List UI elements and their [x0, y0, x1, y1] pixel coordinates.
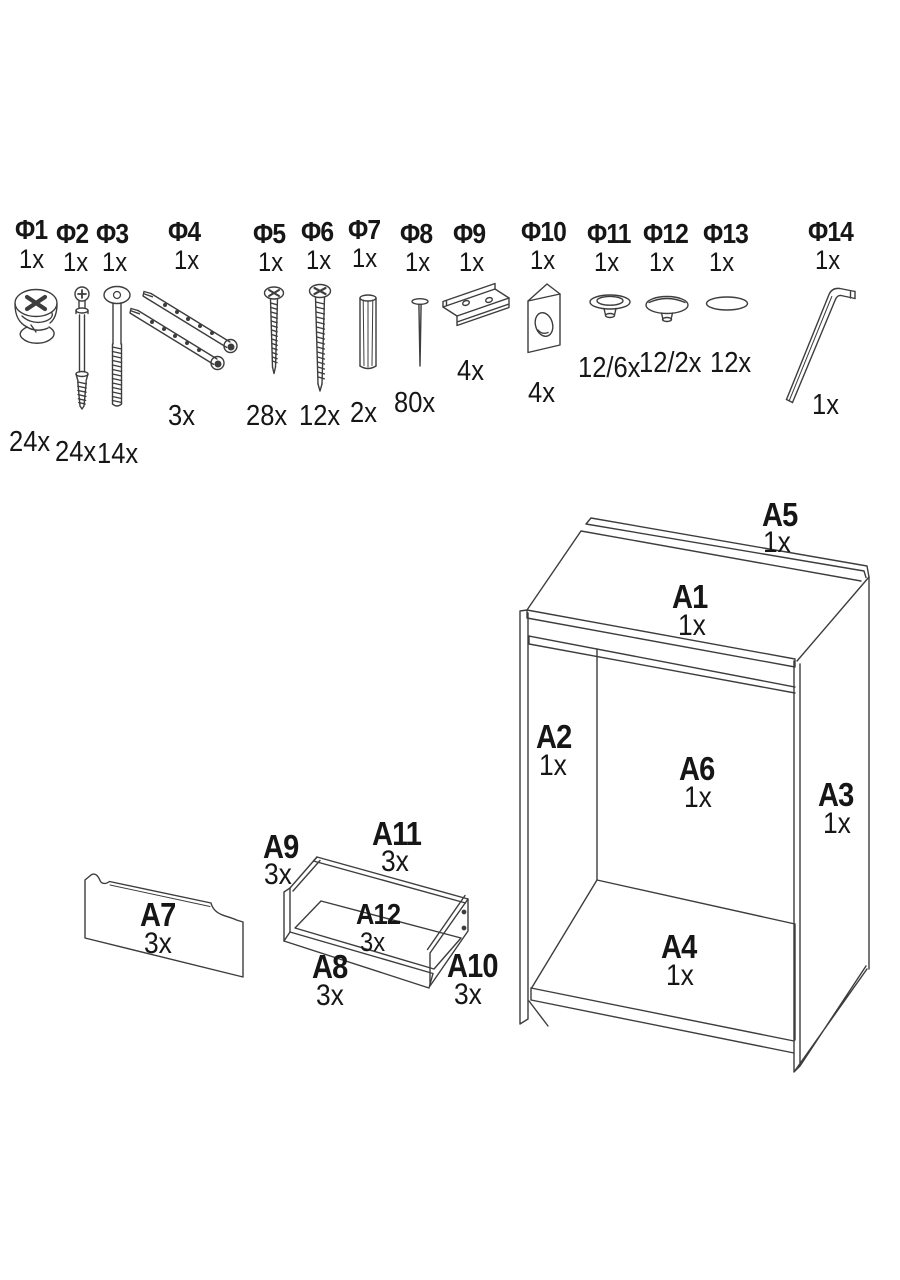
part-label: Φ2 [56, 218, 89, 249]
panel-label: A5 [762, 496, 798, 533]
part-label: Φ13 [703, 218, 749, 249]
part-label: Φ14 [808, 216, 854, 247]
panel-qty: 1x [539, 749, 567, 782]
part-count: 14x [97, 438, 139, 470]
panel-qty: 1x [823, 807, 851, 840]
part-label: Φ9 [453, 218, 486, 249]
panel-qty: 3x [144, 927, 172, 960]
bracket-plate-icon [443, 284, 509, 326]
part-unit: 1x [174, 245, 200, 275]
confirmat-screw-icon [104, 287, 130, 407]
panel-qty: 3x [360, 927, 386, 957]
part-label: Φ7 [348, 214, 381, 245]
part-unit: 1x [815, 245, 841, 275]
part-unit: 1x [709, 247, 735, 277]
panel-qty: 1x [678, 609, 706, 642]
panel-label: A2 [536, 718, 572, 755]
part-count: 24x [9, 426, 51, 458]
part-label: Φ1 [15, 214, 48, 245]
part-count: 2x [350, 397, 377, 429]
part-unit: 1x [63, 247, 89, 277]
cam-lock-icon [15, 290, 57, 344]
wood-dowel-icon [360, 295, 376, 369]
nail-icon [412, 299, 428, 366]
part-count: 12x [710, 347, 752, 379]
part-unit: 1x [306, 245, 332, 275]
panel-label: A4 [661, 928, 697, 965]
wood-screw-large-icon [310, 285, 331, 392]
part-label: Φ5 [253, 218, 286, 249]
panel-label: A12 [356, 899, 401, 931]
corner-bracket-icon [528, 284, 560, 353]
drawer-slides-icon [130, 292, 237, 370]
part-unit: 1x [258, 247, 284, 277]
panel-qty: 3x [264, 858, 292, 891]
part-unit: 1x [530, 245, 556, 275]
part-unit: 1x [459, 247, 485, 277]
part-count: 12/2x [639, 347, 702, 379]
part-unit: 1x [649, 247, 675, 277]
part-label: Φ10 [521, 216, 567, 247]
panel-qty: 3x [316, 979, 344, 1012]
part-label: Φ11 [587, 218, 631, 249]
panel-qty: 1x [763, 526, 791, 559]
part-count: 80x [394, 387, 436, 419]
part-unit: 1x [594, 247, 620, 277]
part-count: 4x [528, 377, 555, 409]
cover-cap-small-icon [590, 295, 630, 318]
part-label: Φ8 [400, 218, 433, 249]
part-count: 4x [457, 355, 484, 387]
part-count: 12/6x [578, 352, 641, 384]
panel-qty: 3x [381, 845, 409, 878]
part-label: Φ3 [96, 218, 129, 249]
part-label: Φ12 [643, 218, 689, 249]
wood-screw-icon [265, 287, 284, 374]
panel-label: A10 [447, 947, 498, 984]
panel-label: A6 [679, 750, 715, 787]
panel-label: A11 [372, 815, 422, 852]
panel-label: A3 [818, 776, 854, 813]
cam-bolt-icon [75, 287, 89, 409]
panel-qty: 3x [454, 978, 482, 1011]
cover-cap-large-icon [646, 297, 688, 322]
panel-qty: 1x [684, 781, 712, 814]
part-unit: 1x [352, 243, 378, 273]
part-label: Φ6 [301, 216, 334, 247]
panel-label: A7 [140, 896, 176, 933]
allen-key-icon [787, 288, 856, 402]
part-count: 24x [55, 436, 97, 468]
panel-label: A8 [312, 948, 348, 985]
part-count: 1x [812, 389, 839, 421]
part-count: 3x [168, 400, 195, 432]
part-unit: 1x [405, 247, 431, 277]
part-label: Φ4 [168, 216, 201, 247]
cover-cap-flat-icon [707, 297, 748, 310]
part-unit: 1x [19, 244, 45, 274]
panel-label: A1 [672, 578, 708, 615]
part-count: 12x [299, 400, 341, 432]
panel-qty: 1x [666, 959, 694, 992]
part-count: 28x [246, 400, 288, 432]
part-unit: 1x [102, 247, 128, 277]
panel-label: A9 [263, 828, 299, 865]
